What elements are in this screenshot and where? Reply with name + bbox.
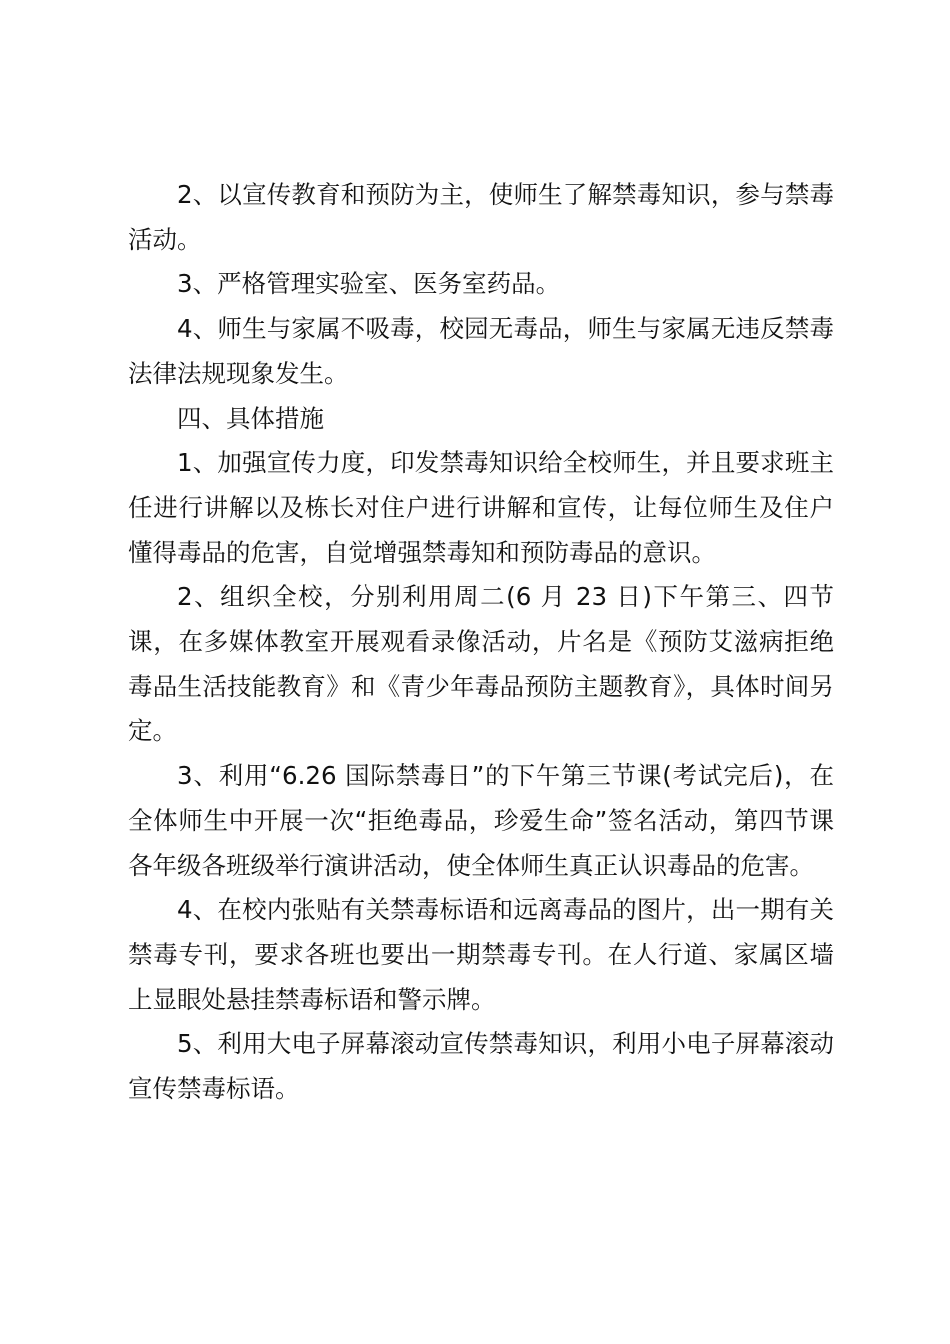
- paragraph-measure-3: 3、利用“6.26 国际禁毒日”的下午第三节课(考试完后)，在全体师生中开展一次“拒绝毒品，珍爱生命”签名活动，第四节课各年级各班级举行演讲活动，使全体师生真正认识毒品的危害。: [128, 761, 834, 880]
- section-heading-measures: 四、具体措施: [177, 403, 324, 433]
- paragraph-measure-4: 4、在校内张贴有关禁毒标语和远离毒品的图片，出一期有关禁毒专刊，要求各班也要出一期禁毒专刊。在人行道、家属区墙上显眼处悬挂禁毒标语和警示牌。: [128, 895, 834, 1014]
- paragraph-measure-1: 1、加强宣传力度，印发禁毒知识给全校师生，并且要求班主任进行讲解以及栋长对住户进行讲解和宣传，让每位师生及住户懂得毒品的危害，自觉增强禁毒知和预防毒品的意识。: [128, 448, 834, 567]
- document-page: [128, 173, 834, 1112]
- paragraph-goal-3: 3、严格管理实验室、医务室药品。: [177, 269, 561, 299]
- paragraph-goal-4: 4、师生与家属不吸毒，校园无毒品，师生与家属无违反禁毒法律法规现象发生。: [128, 314, 834, 388]
- paragraph-measure-5: 5、利用大电子屏幕滚动宣传禁毒知识，利用小电子屏幕滚动宣传禁毒标语。: [128, 1029, 834, 1104]
- paragraph-measure-2: 2、组织全校，分别利用周二(6 月 23 日)下午第三、四节课，在多媒体教室开展观看录像活动，片名是《预防艾滋病拒绝毒品生活技能教育》和《青少年毒品预防主题教育》，具体时间另定。: [128, 582, 834, 746]
- paragraph-goal-2: 2、以宣传教育和预防为主，使师生了解禁毒知识，参与禁毒活动。: [128, 180, 834, 254]
